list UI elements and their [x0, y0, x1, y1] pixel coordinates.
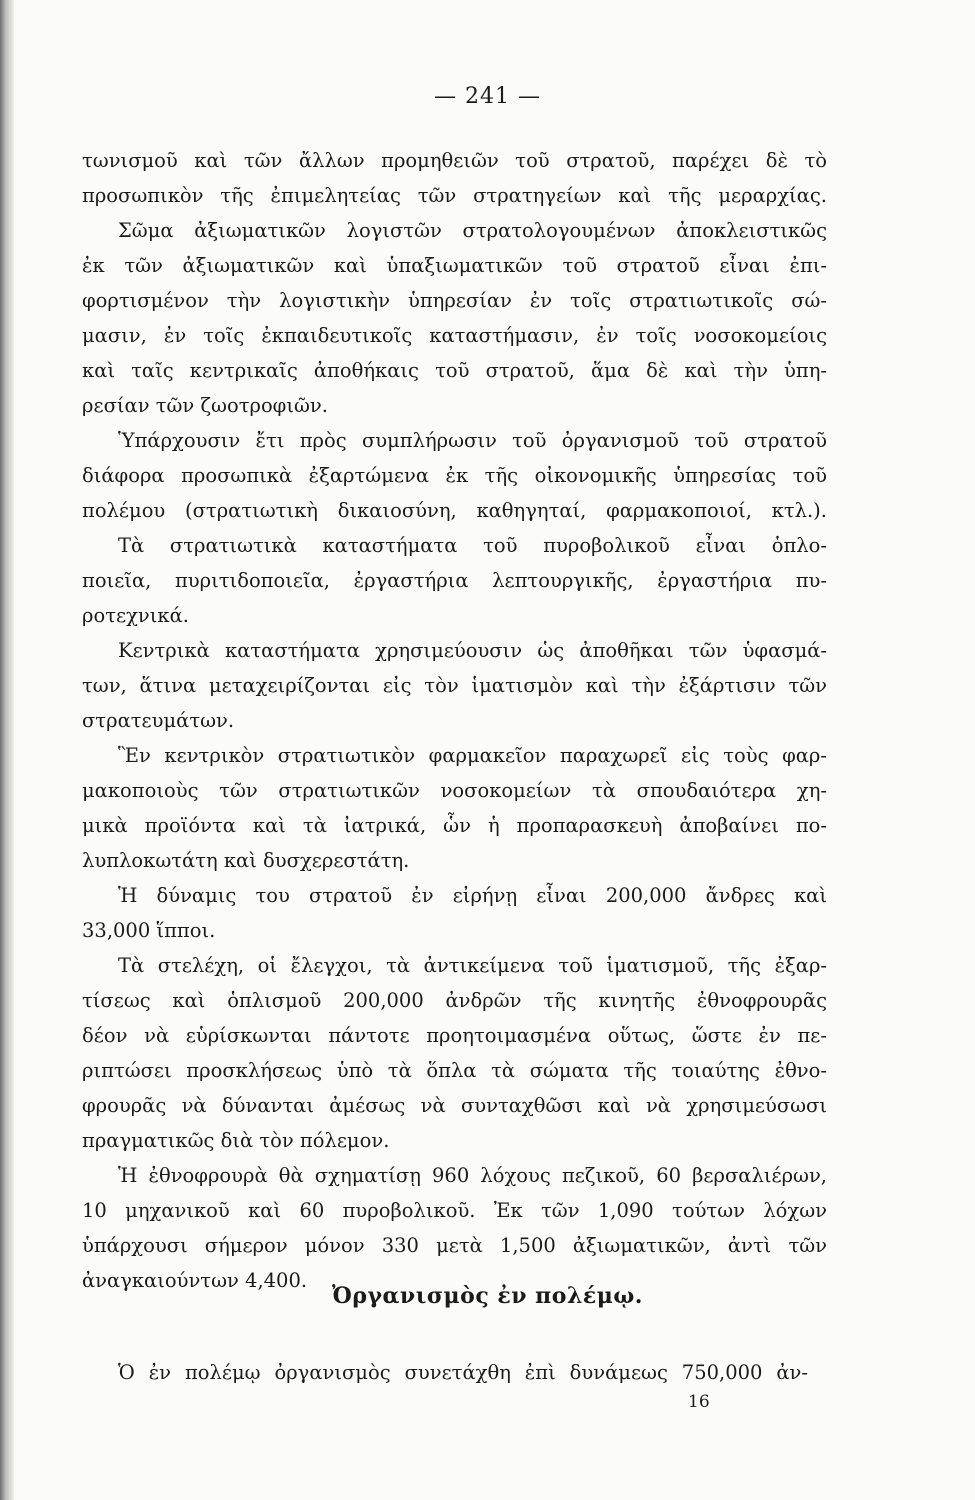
text-line: λυπλοκωτάτη καὶ δυσχερεστάτη.: [82, 849, 410, 872]
text-line: Ὑπάρχουσιν ἔτι πρὸς συμπλήρωσιν τοῦ ὀργανισμοῦ τοῦ στρατοῦ: [118, 429, 827, 452]
text-line: ροτεχνικά.: [82, 604, 189, 627]
text-line: τωνισμοῦ καὶ τῶν ἄλλων προμηθειῶν τοῦ στρατοῦ, παρέχει δὲ τὸ: [82, 149, 827, 172]
text-line: προσωπικὸν τῆς ἐπιμελητείας τῶν στρατηγείων καὶ τῆς μεραρχίας.: [82, 184, 827, 207]
text-line: 33,000 ἵπποι.: [82, 919, 216, 942]
text-line: Σῶμα ἀξιωματικῶν λογιστῶν στρατολογουμένων ἀποκλειστικῶς: [118, 219, 827, 242]
text-line: τίσεως καὶ ὁπλισμοῦ 200,000 ἀνδρῶν τῆς κινητῆς ἐθνοφρουρᾶς: [82, 989, 827, 1012]
text-line: στρατευμάτων.: [82, 709, 235, 732]
last-paragraph-line: Ὁ ἐν πολέμῳ ὀργανισμὸς συνετάχθη ἐπὶ δυνάμεως 750,000 ἀν-: [118, 1361, 808, 1384]
text-line: πολέμου (στρατιωτικὴ δικαιοσύνη, καθηγηταί, φαρμακοποιοί, κτλ.).: [82, 499, 827, 522]
printer-signature-mark: 16: [688, 1392, 710, 1412]
text-line: δέον νὰ εὑρίσκωνται πάντοτε προητοιμασμένα οὕτως, ὥστε ἐν πε-: [82, 1024, 827, 1047]
page-binding-edge: [0, 0, 14, 1500]
text-line: φρουρᾶς νὰ δύνανται ἀμέσως νὰ συνταχθῶσι καὶ νὰ χρησιμεύσωσι: [82, 1094, 827, 1117]
text-line: ὑπάρχουσι σήμερον μόνον 330 μετὰ 1,500 ἀξιωματικῶν, ἀντὶ τῶν: [82, 1234, 827, 1257]
text-line: των, ἅτινα μεταχειρίζονται εἰς τὸν ἱματισμὸν καὶ τὴν ἐξάρτισιν τῶν: [82, 674, 827, 697]
text-line: μακοποιοὺς τῶν στρατιωτικῶν νοσοκομείων τὰ σπουδαιότερα χη-: [82, 779, 827, 802]
section-title: Ὀργανισμὸς ἐν πολέμῳ.: [332, 1283, 643, 1309]
text-line: ἐκ τῶν ἀξιωματικῶν καὶ ὑπαξιωματικῶν τοῦ στρατοῦ εἶναι ἐπι-: [82, 254, 827, 277]
text-line: φορτισμένον τὴν λογιστικὴν ὑπηρεσίαν ἐν τοῖς στρατιωτικοῖς σώ-: [82, 289, 827, 312]
text-line: διάφορα προσωπικὰ ἐξαρτώμενα ἐκ τῆς οἰκονομικῆς ὑπηρεσίας τοῦ: [82, 464, 827, 487]
text-line: ριπτώσει προσκλήσεως ὑπὸ τὰ ὅπλα τὰ σώματα τῆς τοιαύτης ἐθνο-: [82, 1059, 827, 1082]
text-line: Κεντρικὰ καταστήματα χρησιμεύουσιν ὡς ἀποθῆκαι τῶν ὑφασμά-: [118, 639, 827, 662]
text-line: μικὰ προϊόντα καὶ τὰ ἰατρικά, ὧν ἡ προπαρασκευὴ ἀποβαίνει πο-: [82, 814, 827, 837]
text-line: ἀναγκαιούντων 4,400.: [82, 1269, 308, 1292]
text-line: Τὰ στρατιωτικὰ καταστήματα τοῦ πυροβολικοῦ εἶναι ὁπλο-: [118, 534, 827, 557]
text-line: Ἡ ἐθνοφρουρὰ θὰ σχηματίσῃ 960 λόχους πεζικοῦ, 60 βερσαλιέρων,: [118, 1164, 827, 1187]
text-line: Τὰ στελέχη, οἱ ἔλεγχοι, τὰ ἀντικείμενα τοῦ ἱματισμοῦ, τῆς ἐξαρ-: [118, 954, 827, 977]
text-line: μασιν, ἐν τοῖς ἐκπαιδευτικοῖς καταστήμασιν, ἐν τοῖς νοσοκομείοις: [82, 324, 827, 347]
text-line: 10 μηχανικοῦ καὶ 60 πυροβολικοῦ. Ἐκ τῶν 1,090 τούτων λόχων: [82, 1199, 827, 1222]
text-line: Ἓν κεντρικὸν στρατιωτικὸν φαρμακεῖον παραχωρεῖ εἰς τοὺς φαρ-: [118, 744, 827, 767]
body-text: [82, 143, 827, 1298]
text-line: Ἡ δύναμις του στρατοῦ ἐν εἰρήνῃ εἶναι 200,000 ἄνδρες καὶ: [118, 884, 827, 907]
page-number-header: — 241 —: [434, 84, 541, 109]
text-line: καὶ ταῖς κεντρικαῖς ἀποθήκαις τοῦ στρατοῦ, ἅμα δὲ καὶ τὴν ὑπη-: [82, 359, 827, 382]
text-line: πραγματικῶς διὰ τὸν πόλεμον.: [82, 1129, 390, 1152]
text-line: ρεσίαν τῶν ζωοτροφιῶν.: [82, 394, 328, 417]
text-line: ποιεῖα, πυριτιδοποιεῖα, ἐργαστήρια λεπτουργικῆς, ἐργαστήρια πυ-: [82, 569, 827, 592]
